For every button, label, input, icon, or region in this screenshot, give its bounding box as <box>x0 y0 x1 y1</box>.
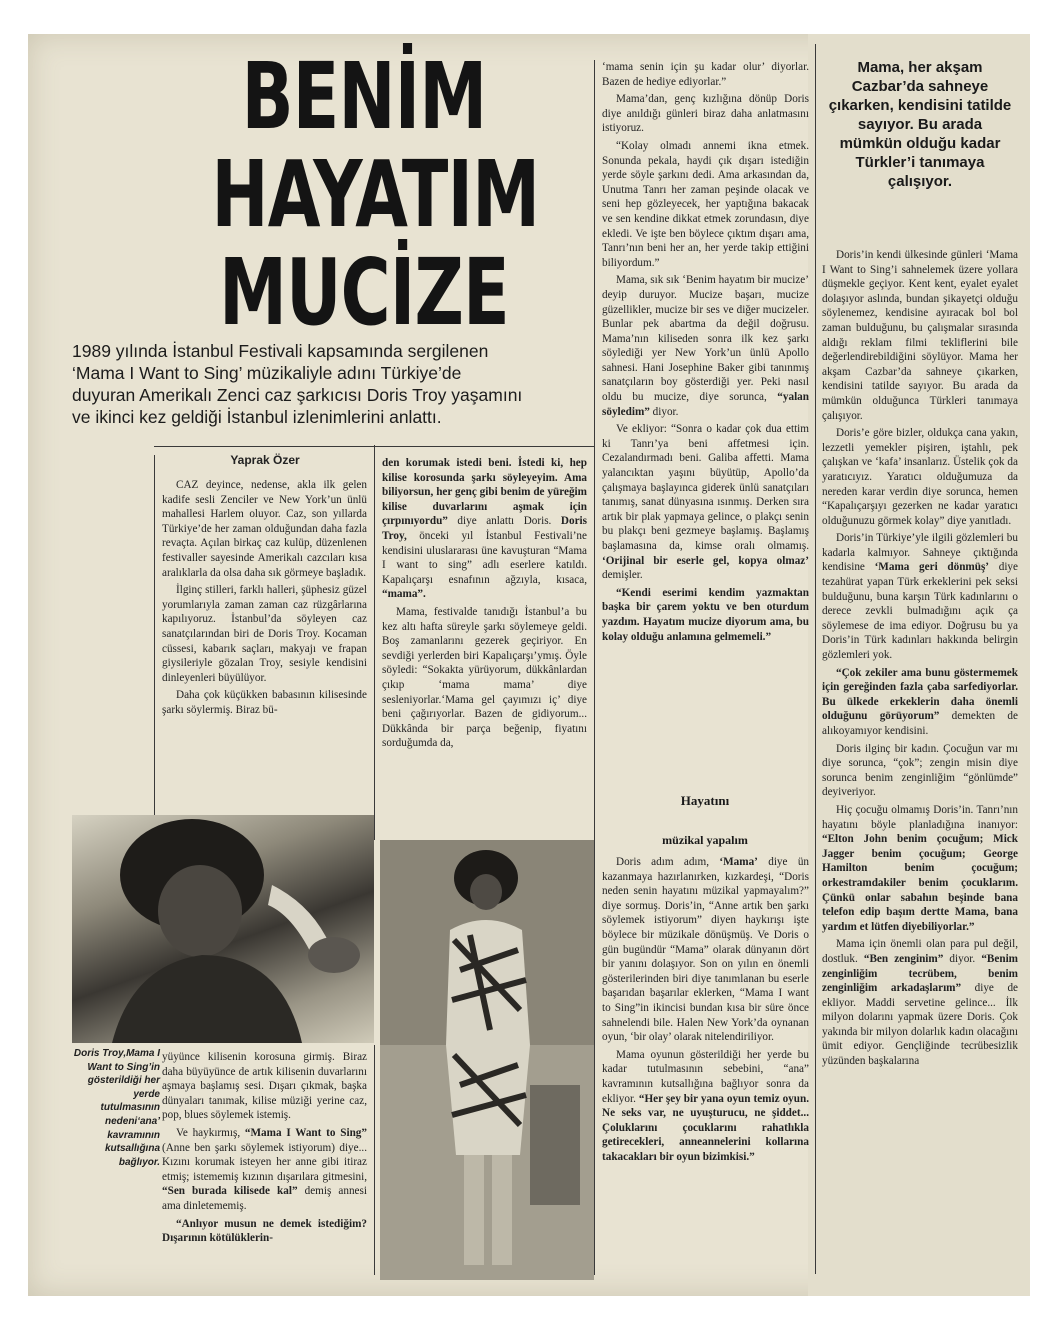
paragraph <box>602 586 809 644</box>
text-run: diye de ekliyor. Maddi servetine gelince... İlk milyon dolarını yapmak üzere Doris. Çok yakında bir milyon dolarlık kadın olacağını ümit ediyor. Gençliğinde tecrübesizlik yüzünden başkalarına <box>822 982 1018 1068</box>
headline <box>211 43 540 346</box>
column-rule-right <box>815 44 816 1274</box>
column-rule-left <box>154 455 155 815</box>
bold-run: “mama”. <box>382 588 426 601</box>
photo-doris-troy-stage <box>380 840 594 1045</box>
paragraph <box>602 422 809 583</box>
headline-line-3: MUCİZE <box>219 239 509 346</box>
bold-run: ‘Orijinal bir eserle gel, kopya olmaz’ <box>602 554 809 567</box>
subhead-line-1: Hayatını <box>680 793 730 808</box>
photo-doris-troy-stage-lower <box>380 1045 594 1280</box>
paragraph: yüyünce kilisenin korosuna girmiş. Biraz daha büyüyünce de artık kilisenin duvarlarını aşmaya başlamış sesi. Dışarı çıkmak, başka dünyaları tanımak, kilise müziği yerine caz, pop, blues söylemek istemiş. <box>162 1051 367 1122</box>
text-run: Doris’in Türkiye’yle ilgili gözlemleri bu kadarla kalmıyor. Sahneye çıktığında kendisine <box>822 532 1018 574</box>
paragraph: Mama’dan, genç kızlığına dönüp Doris diye anıldığı günleri biraz daha anlatmasını istiyoruz. <box>602 93 809 135</box>
paragraph <box>822 666 1018 739</box>
pull-quote: Mama, her akşam Cazbar’da sahneye çıkarken, kendisini tatilde sayıyor. Bu arada mümkün olduğu kadar Türkler’i tanımaya çalışıyor. <box>828 59 1012 190</box>
bold-run: “Benim zenginliğim tecrübem, benim zenginliğim arkadaşlarım” <box>822 952 1018 995</box>
bold-run: “Çok zekiler ama bunu göstermemek için gereğinden fazla çaba sarfediyorlar. Bu ülkede erkeklerin daha önemli olduğunu görüyorum” <box>822 666 1018 723</box>
lead-line-1: 1989 yılında İstanbul Festivali kapsamında sergilenen <box>72 341 489 361</box>
text-run: diye ün kazanmaya hazırlanırken, kızkardeşi, “Doris neden senin hayatını müzikal yapmayalım?” diye sormuş. Doris’in, “Anne artık ben şarkı söylemek istiyorum” diyen haykırışı işte böylece bir müzikale dönüşmüş. Ve Doris o gün bugündür “Mama” olarak dünyanın dört bir yanını dolaşıyor. Son on yılın en önemli gösterilerinden biri diye tanımlanan bu eserle başarıdan başarılar eklerken, “Mama I want to Sing”in ikincisi bundan kısa bir süre önce sahnelendi bile. Halen New York’da oynanan oyun, ‘bir olay’ olarak nitelendiriliyor. <box>602 856 809 1044</box>
text-run: Doris adım adım, <box>616 856 710 868</box>
byline: Yaprak Özer <box>230 453 300 467</box>
paragraph: Doris’e göre bizler, oldukça cana yakın, lezzetli yemekler pişiren, iştahlı, pek çalışkan ve ‘kafa’ insanlarız. Üstelik çok da yaratıcıyız. Yaratıcı olduğumuza da nereden karar verdin diye sorunca, hemen “Kapalıçarşıyı gezerken ne kadar yaratıcı olduğunuzu görmek kolay” diye yanıtladı. <box>822 427 1018 527</box>
column-1-bottom <box>162 1050 367 1280</box>
paragraph: CAZ deyince, nedense, akla ilk gelen kadife sesli Zenciler ve New York’un ünlü mahallesi Harlem oluyor. Caz, son yıllarda Türkiye’de her zaman olduğundan daha fazla revaçta. Açılan birkaç caz kulüp, düzenlenen festivaller sayesinde Amerikalı cazcıları kısa aralıklarla da olsa daha sık görmeye başladık. <box>162 479 367 579</box>
text-run: Ve ekliyor: “Sonra o kadar çok dua ettim ki Tanrı’ya beni affetmesi için. Cezalandırmadı beni. Galiba affetti. Mama yalancıktan yaşını büyütüp, Apollo’da çalışmaya başlayınca giderek ünlü sanatçıları tanımış, sanat dünyasına ısınmış. Derken sıra artık bir plak yapmaya gelince, o plakçı senin bu plakçı beni gezmeye başlamış. Başlamış başlamasına da, kimse oralı olmamış. <box>602 423 809 552</box>
paragraph <box>162 1126 367 1214</box>
bold-run: “Anlıyor musun ne demek istediğim? Dışarının kötülüklerin- <box>162 1217 367 1245</box>
bold-run: “Elton John benim çocuğum; Mick Jagger benim çocuğum; George Hamilton benim çocuğum; orkestramdakiler benim çocuklarım. Çünkü onlar sabahın beşinde bana telefon edip başım dertte Mama, bana yardım et lütfen diyebiliyorlar.” <box>822 833 1018 933</box>
byline-rule <box>154 446 594 447</box>
subhead-line-2: müzikal yapalım <box>662 833 748 847</box>
text-run: Mama, sık sık ‘Benim hayatım bir mucize’ deyip duruyor. Mucize başarı, mucize güzellikler, mucize bir ses ve diğer mucizeler. Bunlar pek abartma da değil doğrusu. Mama’nın kiliseden sonra ilk kez şarkı söylediği yer New York’un ünlü Apollo sahnesi. Hani Josephine Baker gibi tanınmış sanatçıların boy gösterdiği yer. Peki nasıl oldu bu mucize, diye sorunca, <box>602 274 809 404</box>
bold-run: ‘Mama’ <box>719 856 758 868</box>
paragraph <box>602 1048 809 1165</box>
lead-paragraph <box>72 340 572 428</box>
text-run: Hiç çocuğu olmamış Doris’in. Tanrı’nın hayatını böyle planladığına inanıyor: <box>822 803 1018 831</box>
paragraph <box>822 937 1018 1068</box>
photo-illustration <box>72 815 374 1043</box>
paragraph <box>602 273 809 419</box>
column-4 <box>602 855 809 1275</box>
bold-run: Doris Troy, <box>382 515 587 542</box>
bold-run: “Ben zenginim” <box>863 952 944 965</box>
headline-line-1: BENİM <box>241 43 487 150</box>
paragraph <box>822 803 1018 934</box>
text-run: diyor. <box>949 952 976 965</box>
column-1-top <box>162 478 367 818</box>
paragraph: Doris’in kendi ülkesinde günleri ‘Mama I Want to Sing’i sahnelemek üzere yollara düşmekle geçiyor. Kent kent, eyalet eyalet dolaşıyor aslında, bundan şikayetçi olduğu söylenemez, kendisine ayıracak bol bol zaman bulduğunu, bu çalışmalar sırasında aldığı reklam filmi tekliflerini bile değerlendirebildiğini söylüyor. Mama her akşam Cazbar’da sahneye çıkarken, kendisini tatilde sayıyor. Bu arada da mümkün olduğunca Türkleri tanımaya çalışıyor. <box>822 249 1018 422</box>
photo-doris-troy-singing <box>72 815 374 1043</box>
lead-line-4: ve ikinci kez geldiği İstanbul izlenimlerini anlattı. <box>72 407 442 427</box>
text-run: diyor. <box>652 405 679 418</box>
text-run: Ve haykırmış, <box>176 1126 241 1139</box>
text-run: Mama oyunun gösterildiği her yerde bu kadar tutulmasının sebebini, “ana” kavramının kutsallığına bağlıyor sonra da ekliyor. <box>602 1048 809 1105</box>
column-3 <box>602 60 809 790</box>
text-run: diye tezahürat yapan Türk erkeklerini pek seksi bulduğunu, buna karşın Türk kadınlarını o derece zevkli bulmadığını açık ça söylemese de ima ediyor. Doğrusu bu ya Doris’in Türk kadınları hakkında belirgin gözlemleri yok. <box>822 561 1018 662</box>
bold-run: ‘Mama geri dönmüş’ <box>874 561 990 574</box>
column-rule-left-lower <box>374 1045 375 1275</box>
paragraph: ‘mama senin için şu kadar olur’ diyorlar. Bazen de hediye ediyorlar.” <box>602 61 809 88</box>
text-run: demişler. <box>602 569 643 582</box>
paragraph: Doris ilginç bir kadın. Çocuğun var mı diye sorunca, “çok”; zengin misin diye sorunca benim zenginliğim “gönlümde” deyiveriyor. <box>822 742 1018 799</box>
paragraph: Daha çok küçükken babasının kilisesinde şarkı söylermiş. Biraz bü- <box>162 689 367 716</box>
bold-run: “yalan söyledim” <box>602 391 809 418</box>
photo-caption: Doris Troy,Mama I Want to Sing’in gösterildiği her yerde tutulmasının nedeni‘ana’ kavramının kutsallığına bağlıyor. <box>73 1048 160 1168</box>
bold-run: “Kendi eserimi kendim yazmaktan başka bir çarem yoktu ve ben oturdum yazdım. Hayatım mucize diyorum ama, bu kolay olduğu anlamına gelmemeli.” <box>602 586 809 643</box>
paragraph <box>602 855 809 1045</box>
column-rule-left-upper <box>374 445 375 840</box>
headline-line-2: HAYATIM <box>211 141 540 248</box>
paragraph: İlginç stilleri, farklı halleri, şüphesiz güzel yorumlarıyla zaman zaman caz rüzgârlarına kapılıyoruz. İstanbul’da söyleyen caz sanatçılarından biri de Doris Troy. Kocaman cüssesi, kabarık saçları, makyajı ve frapan giysileriyle gözalan Troy, sesiyle kendisini dinleyenleri büyülüyor. <box>162 584 367 684</box>
photo-illustration <box>380 840 594 1045</box>
bold-run: “Sen burada kilisede kal” <box>162 1185 298 1198</box>
paragraph <box>382 456 587 602</box>
column-5 <box>822 248 1018 1278</box>
text-run: Mama için önemli olan para pul değil, dostluk. <box>822 938 1018 965</box>
text-run: (Anne ben şarkı söylemek istiyorum) diye... Kızını korumak isteyen her anne gibi itiraz etmiş; istememiş kızının dışarılara gitmesini, <box>162 1141 367 1183</box>
paragraph: “Kolay olmadı annemi ikna etmek. Sonunda pekala, haydi çık dışarı istediğin yerde söyle şarkını dedi. Ama arkasından da, Unutma Tanrı her zaman peşinde olacak ve seni hep gözleyecek, her yaptığına bakacak ve sen kendine dikkat etmek zorundasın, diye ekledi. Ve işte ben böylece çıktım dışarı ama, Tanrı’nın beni her an, her yerde takip ettiğini biliyordum.” <box>602 139 809 269</box>
text-run: demiş annesi ama dinletememiş. <box>162 1185 367 1212</box>
column-rule-middle <box>594 60 595 1275</box>
lead-line-2: ‘Mama I Want to Sing’ müzikaliyle adını Türkiye’de <box>72 363 462 383</box>
paragraph <box>162 1217 367 1246</box>
bold-run: den korumak istedi beni. İstedi ki, hep kilise korosunda şarkı söyleyeyim. Ama biliyorsun, her genç gibi benim de yüreğim kilise duvarlarını aşmak için çırpınıyordu” <box>382 457 587 528</box>
text-run: demekten de alıkoyamıyor kendisini. <box>822 710 1018 737</box>
photo-illustration <box>380 1045 594 1280</box>
bold-run: “Mama I Want to Sing” <box>244 1126 367 1139</box>
text-run: önceki yıl İstanbul Festivali’ne kendisini uluslararası üne kavuşturan “Mama I want to sing” adlı eserlere katıldı. Kapalıçarşı esnafının ağzıyla, kısaca, <box>382 529 587 586</box>
text-run: diye anlattı Doris. <box>457 515 552 528</box>
lead-line-3: duyuran Amerikalı Zenci caz şarkıcısı Doris Troy yaşamını <box>72 385 523 405</box>
column-2 <box>382 456 587 836</box>
paragraph: Mama, festivalde tanıdığı İstanbul’a bu kez altı hafta süreyle şarkı söylemeye geldi. Boş zamanlarını gezerek geçiriyor. En sevdiği yerlerden biri Kapalıçarşı’ymış. Öyle söyledi: “Sokakta yürüyorum, dükkânlardan çıkıp ‘mama mama’ diye sesleniyorlar.‘Mama gel çayımızı iç’ diye beni çağırıyorlar. Bazen de gidiyorum... Dükkânda bir parça beğenip, fiyatını sorduğumda da, <box>382 605 587 750</box>
paragraph <box>822 531 1018 662</box>
bold-run: “Her şey bir yana oyun temiz oyun. Ne seks var, ne uyuşturucu, ne şiddet... Çoluklarını çocuklarını rahatlıkla getirecekleri, anneannelerini kollarına takacakları bir oyun bizimkisi.” <box>602 1092 809 1163</box>
